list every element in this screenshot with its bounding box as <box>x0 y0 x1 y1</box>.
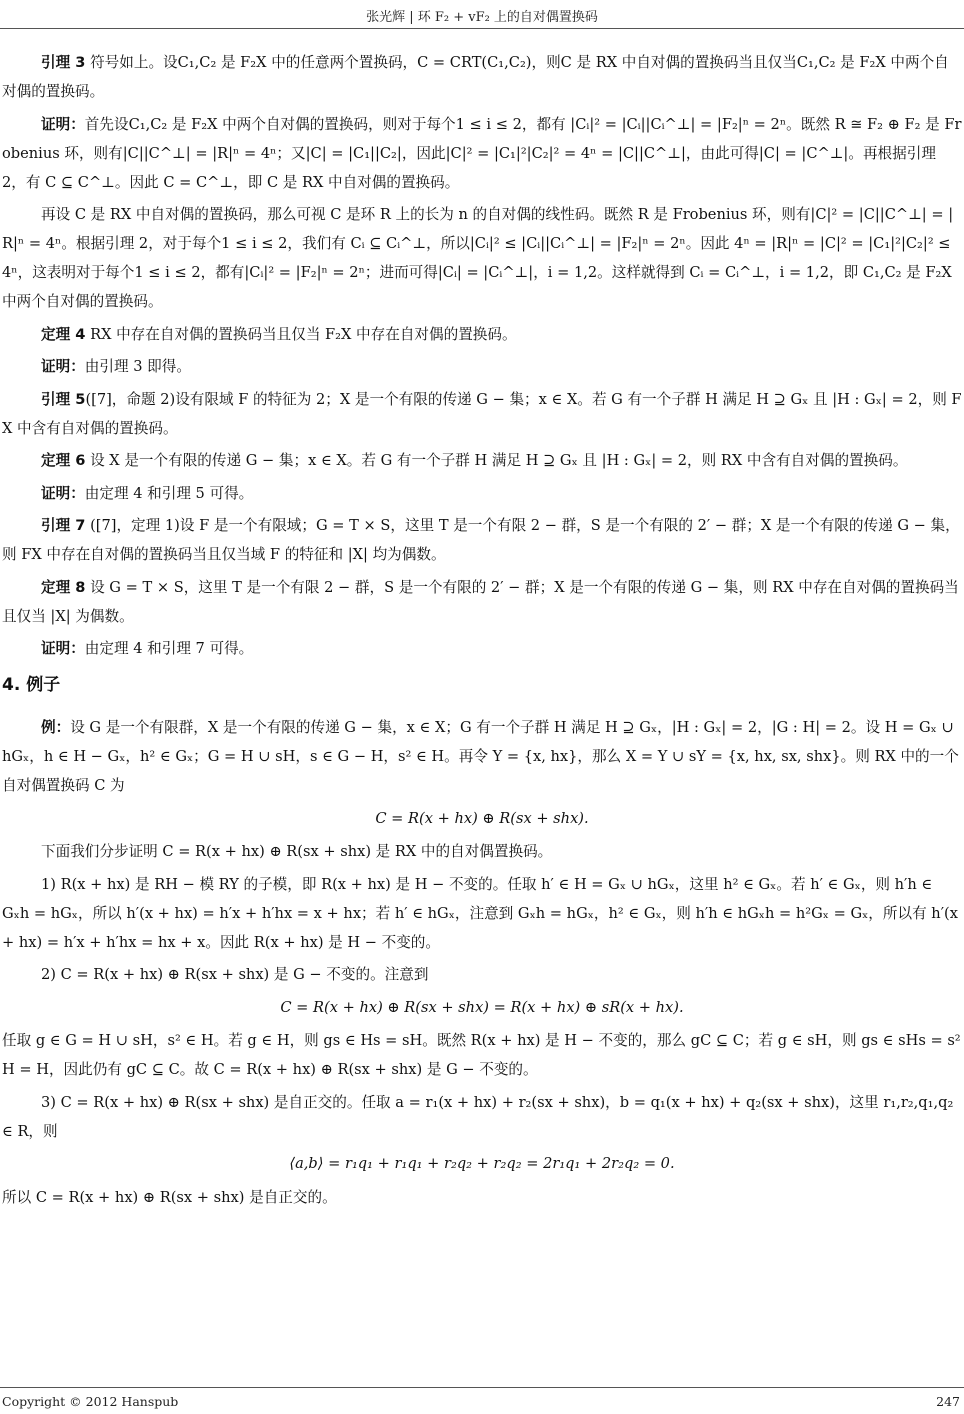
block-label: 引理 5 <box>41 390 86 408</box>
paragraph <box>2 713 962 800</box>
block-label: 定理 4 <box>41 325 86 343</box>
block-text: 由引理 3 即得。 <box>84 358 191 375</box>
block-label: 引理 3 <box>41 54 86 71</box>
paragraph <box>2 479 962 508</box>
display-equation <box>2 804 962 834</box>
paragraph <box>2 385 962 443</box>
paragraph <box>2 320 962 349</box>
proof-step <box>2 870 962 957</box>
block-label: 引理 7 <box>41 517 86 534</box>
paragraph <box>2 573 962 631</box>
block-label: 定理 8 <box>41 578 86 596</box>
paragraph <box>2 48 962 106</box>
block-label: 证明： <box>41 115 85 133</box>
block-text: 设 G = T × S，这里 T 是一个有限 2 − 群，S 是一个有限的 2′ − 群；X 是一个有限的传递 G − 集，则 RX 中存在自对偶的置换码当且仅当 |X| 为偶数。 <box>2 578 959 625</box>
header-rule <box>0 28 964 29</box>
block-text: ⟨a,b⟩ = r₁q₁ + r₁q₁ + r₂q₂ + r₂q₂ = 2r₁q₁ + 2r₂q₂ = 0. <box>289 1155 675 1172</box>
page-number: 247 <box>936 1394 960 1409</box>
block-label: 证明： <box>41 358 85 375</box>
proof-step <box>2 1088 962 1146</box>
display-equation <box>2 993 962 1023</box>
paragraph <box>2 634 962 663</box>
running-head: 张光辉 | 环 F₂ + vF₂ 上的自对偶置换码 <box>366 10 598 25</box>
block-text: 由定理 4 和引理 7 可得。 <box>84 640 254 657</box>
block-text: C = R(x + hx) ⊕ R(sx + shx) = R(x + hx) ⊕ sR(x + hx). <box>280 998 684 1016</box>
block-text: 首先设C₁,C₂ 是 F₂X 中两个自对偶的置换码，则对于每个1 ≤ i ≤ 2，都有 |Cᵢ|² = |Cᵢ||Cᵢ^⊥| = |F₂|ⁿ = 2ⁿ。既然 R ≅ F₂ ⊕ F₂ 是 Frobenius 环，则有|C||C^⊥| = |R|ⁿ = 4ⁿ；又|C| = |C₁||C₂|，因此|C|² = |C₁|²|C₂|² = 4ⁿ = |C||C^⊥|，由此可得|C| = |C^⊥|。再根据引理 2，有 C ⊆ C^⊥。因此 C = C^⊥，即 C 是 RX 中自对偶的置换码。 <box>2 115 962 191</box>
block-text: 2) C = R(x + hx) ⊕ R(sx + shx) 是 G − 不变的。注意到 <box>41 966 429 983</box>
block-text: 再设 C 是 RX 中自对偶的置换码，那么可视 C 是环 R 上的长为 n 的自对偶的线性码。既然 R 是 Frobenius 环，则有|C|² = |C||C^⊥| = |R|ⁿ = 4ⁿ。根据引理 2，对于每个1 ≤ i ≤ 2，我们有 Cᵢ ⊆ Cᵢ^⊥，所以|Cᵢ|² ≤ |Cᵢ||Cᵢ^⊥| = |F₂|ⁿ = 2ⁿ。因此 4ⁿ = |R|ⁿ = |C|² = |C₁|²|C₂|² ≤ 4ⁿ，这表明对于每个1 ≤ i ≤ 2，都有|Cᵢ|² = |F₂|ⁿ = 2ⁿ；进而可得|Cᵢ| = |Cᵢ^⊥|，i = 1,2。这样就得到 Cᵢ = Cᵢ^⊥，i = 1,2，即 C₁,C₂ 是 F₂X 中两个自对偶的置换码。 <box>2 206 954 310</box>
block-label: 例： <box>41 719 71 736</box>
block-text: RX 中存在自对偶的置换码当且仅当 F₂X 中存在自对偶的置换码。 <box>85 325 517 343</box>
block-text: 所以 C = R(x + hx) ⊕ R(sx + shx) 是自正交的。 <box>2 1188 337 1206</box>
block-text: ([7]，定理 1)设 F 是一个有限域；G = T × S，这里 T 是一个有限 2 − 群，S 是一个有限的 2′ − 群；X 是一个有限的传递 G − 集，则 FX 中存在自对偶的置换码当且仅当域 F 的特征和 |X| 均为偶数。 <box>2 517 960 563</box>
block-text: 由定理 4 和引理 5 可得。 <box>84 484 254 502</box>
paragraph <box>2 1026 962 1084</box>
footer-rule <box>0 1387 964 1388</box>
block-text: 任取 g ∈ G = H ∪ sH，s² ∈ H。若 g ∈ H，则 gs ∈ Hs = sH。既然 R(x + hx) 是 H − 不变的，那么 gC ⊆ C；若 g ∈ sH，则 gs ∈ sHs = s²H = H，因此仍有 gC ⊆ C。故 C = R(x + hx) ⊕ R(sx + shx) 是 G − 不变的。 <box>2 1032 961 1078</box>
display-equation <box>2 1149 962 1179</box>
block-text: 设 G 是一个有限群，X 是一个有限的传递 G − 集，x ∈ X；G 有一个子群 H 满足 H ⊇ Gₓ，|H : Gₓ| = 2，|G : H| = 2。设 H = Gₓ ∪ hGₓ，h ∈ H − Gₓ，h² ∈ Gₓ；G = H ∪ sH，s ∈ G − H，s² ∈ H。再令 Y = {x, hx}，那么 X = Y ∪ sY = {x, hx, sx, shx}。则 RX 中的一个自对偶置换码 C 为 <box>2 719 959 794</box>
block-text: 下面我们分步证明 C = R(x + hx) ⊕ R(sx + shx) 是 RX 中的自对偶置换码。 <box>41 843 553 860</box>
block-text: 设 X 是一个有限的传递 G − 集；x ∈ X。若 G 有一个子群 H 满足 H ⊇ Gₓ 且 |H : Gₓ| = 2，则 RX 中含有自对偶的置换码。 <box>85 452 908 469</box>
proof-step <box>2 960 962 989</box>
block-text: 1) R(x + hx) 是 RH − 模 RY 的子模，即 R(x + hx) 是 H − 不变的。任取 h′ ∈ H = Gₓ ∪ hGₓ，这里 h² ∈ Gₓ。若 h′ ∈ Gₓ，则 h′h ∈ Gₓh = hGₓ，所以 h′(x + hx) = h′x + h′hx = x + hx；若 h′ ∈ hGₓ，注意到 Gₓh = hGₓ，h² ∈ Gₓ，则 h′h ∈ hGₓh = h²Gₓ = Gₓ，所以有 h′(x + hx) = h′x + h′hx = hx + x。因此 R(x + hx) 是 H − 不变的。 <box>2 875 958 951</box>
paragraph <box>2 446 962 475</box>
paragraph <box>2 200 962 316</box>
paper-body <box>2 48 962 1215</box>
paragraph <box>2 1183 962 1212</box>
paragraph <box>2 511 962 569</box>
copyright-notice: Copyright © 2012 Hanspub <box>2 1394 179 1409</box>
block-text: 4. 例子 <box>2 675 61 695</box>
section-heading <box>2 671 962 699</box>
block-text: ([7]，命题 2)设有限域 F 的特征为 2；X 是一个有限的传递 G − 集；x ∈ X。若 G 有一个子群 H 满足 H ⊇ Gₓ 且 |H : Gₓ| = 2，则 FX 中含有自对偶的置换码。 <box>2 390 962 437</box>
paragraph <box>2 352 962 381</box>
paragraph <box>2 837 962 866</box>
block-label: 证明： <box>41 484 85 502</box>
block-text: C = R(x + hx) ⊕ R(sx + shx). <box>375 809 589 827</box>
paragraph <box>2 110 962 197</box>
block-text: 符号如上。设C₁,C₂ 是 F₂X 中的任意两个置换码，C = CRT(C₁,C₂)，则C 是 RX 中自对偶的置换码当且仅当C₁,C₂ 是 F₂X 中两个自对偶的置换码。 <box>2 54 949 100</box>
block-label: 定理 6 <box>41 452 86 469</box>
block-text: 3) C = R(x + hx) ⊕ R(sx + shx) 是自正交的。任取 a = r₁(x + hx) + r₂(sx + shx)，b = q₁(x + hx) + q₂(sx + shx)，这里 r₁,r₂,q₁,q₂ ∈ R，则 <box>2 1093 954 1140</box>
block-label: 证明： <box>41 640 85 657</box>
